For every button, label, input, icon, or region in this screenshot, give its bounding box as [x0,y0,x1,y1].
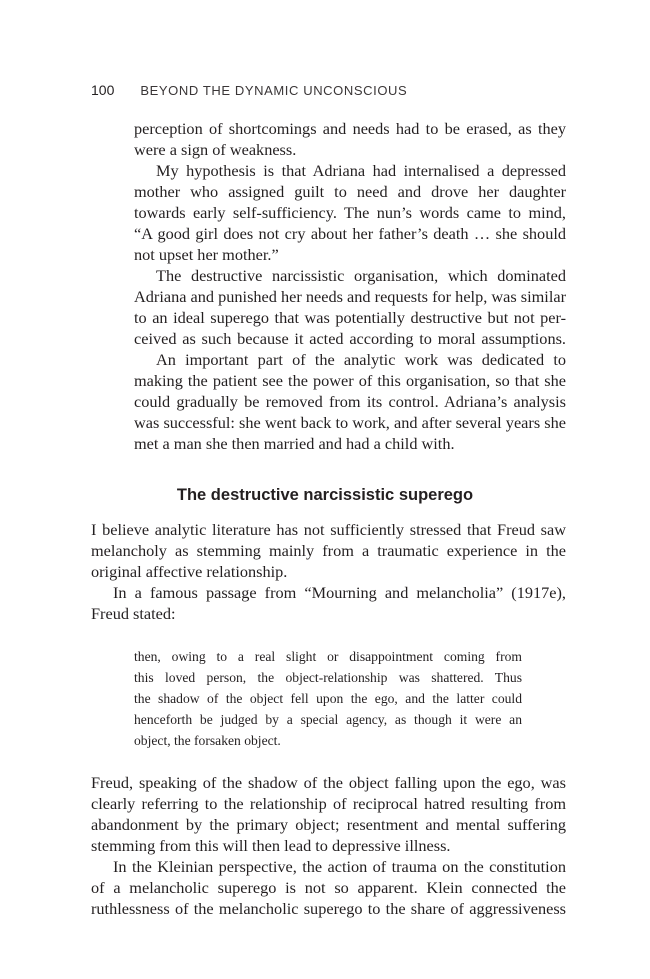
text-line: Freud, speaking of the shadow of the object falling upon the ego, was [91,773,566,792]
text-line: ceived as such because it acted according to moral assumptions. [134,329,566,348]
quote-line: object, the forsaken object. [134,733,281,748]
text-line: Freud stated: [91,604,176,623]
text-line: An important part of the analytic work was dedicated to [156,350,566,369]
text-line: perception of shortcomings and needs had to be erased, as they [134,119,566,138]
quote-line: this loved person, the object-relationship was shattered. Thus [134,670,522,685]
text-line: was successful: she went back to work, and after several years she [134,413,566,432]
text-line: melancholy as stemming mainly from a traumatic experience in the [91,541,566,560]
body-text-section-3 [91,772,566,919]
text-line: My hypothesis is that Adriana had internalised a depressed [156,161,566,180]
page-number: 100 [91,82,115,98]
text-line: making the patient see the power of this organisation, so that she [134,371,566,390]
body-text-section-1 [134,118,566,454]
quote-line: the shadow of the object fell upon the ego, and the latter could [134,691,522,706]
text-line: abandonment by the primary object; resentment and mental suffering [91,815,566,834]
text-line: In the Kleinian perspective, the action of trauma on the constitution [113,857,566,876]
text-line: towards early self-sufficiency. The nun’s words came to mind, [134,203,566,222]
text-line: were a sign of weakness. [134,140,297,159]
body-text-section-2 [91,519,566,624]
text-line: met a man she then married and had a child with. [134,434,455,453]
text-line: to an ideal superego that was potentially destructive but not per- [134,308,566,327]
block-quote [134,646,522,751]
text-line: of a melancholic superego is not so apparent. Klein connected the [91,878,566,897]
text-line: not upset her mother.” [134,245,279,264]
text-line: mother who assigned guilt to need and drove her daughter [134,182,566,201]
text-line: “A good girl does not cry about her father’s death … she should [134,224,566,243]
text-line: I believe analytic literature has not sufficiently stressed that Freud saw [91,520,566,539]
text-line: stemming from this will then lead to depressive illness. [91,836,451,855]
section-heading: The destructive narcissistic superego [176,486,474,504]
text-line: clearly referring to the relationship of reciprocal hatred resulting from [91,794,566,813]
running-title: BEYOND THE DYNAMIC UNCONSCIOUS [140,83,408,98]
text-line: ruthlessness of the melancholic superego to the share of aggressiveness [91,899,566,918]
running-head [91,82,407,98]
text-line: could gradually be removed from its control. Adriana’s analysis [134,392,566,411]
quote-line: then, owing to a real slight or disappointment coming from [134,649,522,664]
text-line: The destructive narcissistic organisation, which dominated [156,266,566,285]
quote-line: henceforth be judged by a special agency, as though it were an [134,712,522,727]
text-line: Adriana and punished her needs and requests for help, was similar [134,287,566,306]
text-line: In a famous passage from “Mourning and melancholia” (1917e), [113,583,566,602]
text-line: original affective relationship. [91,562,288,581]
